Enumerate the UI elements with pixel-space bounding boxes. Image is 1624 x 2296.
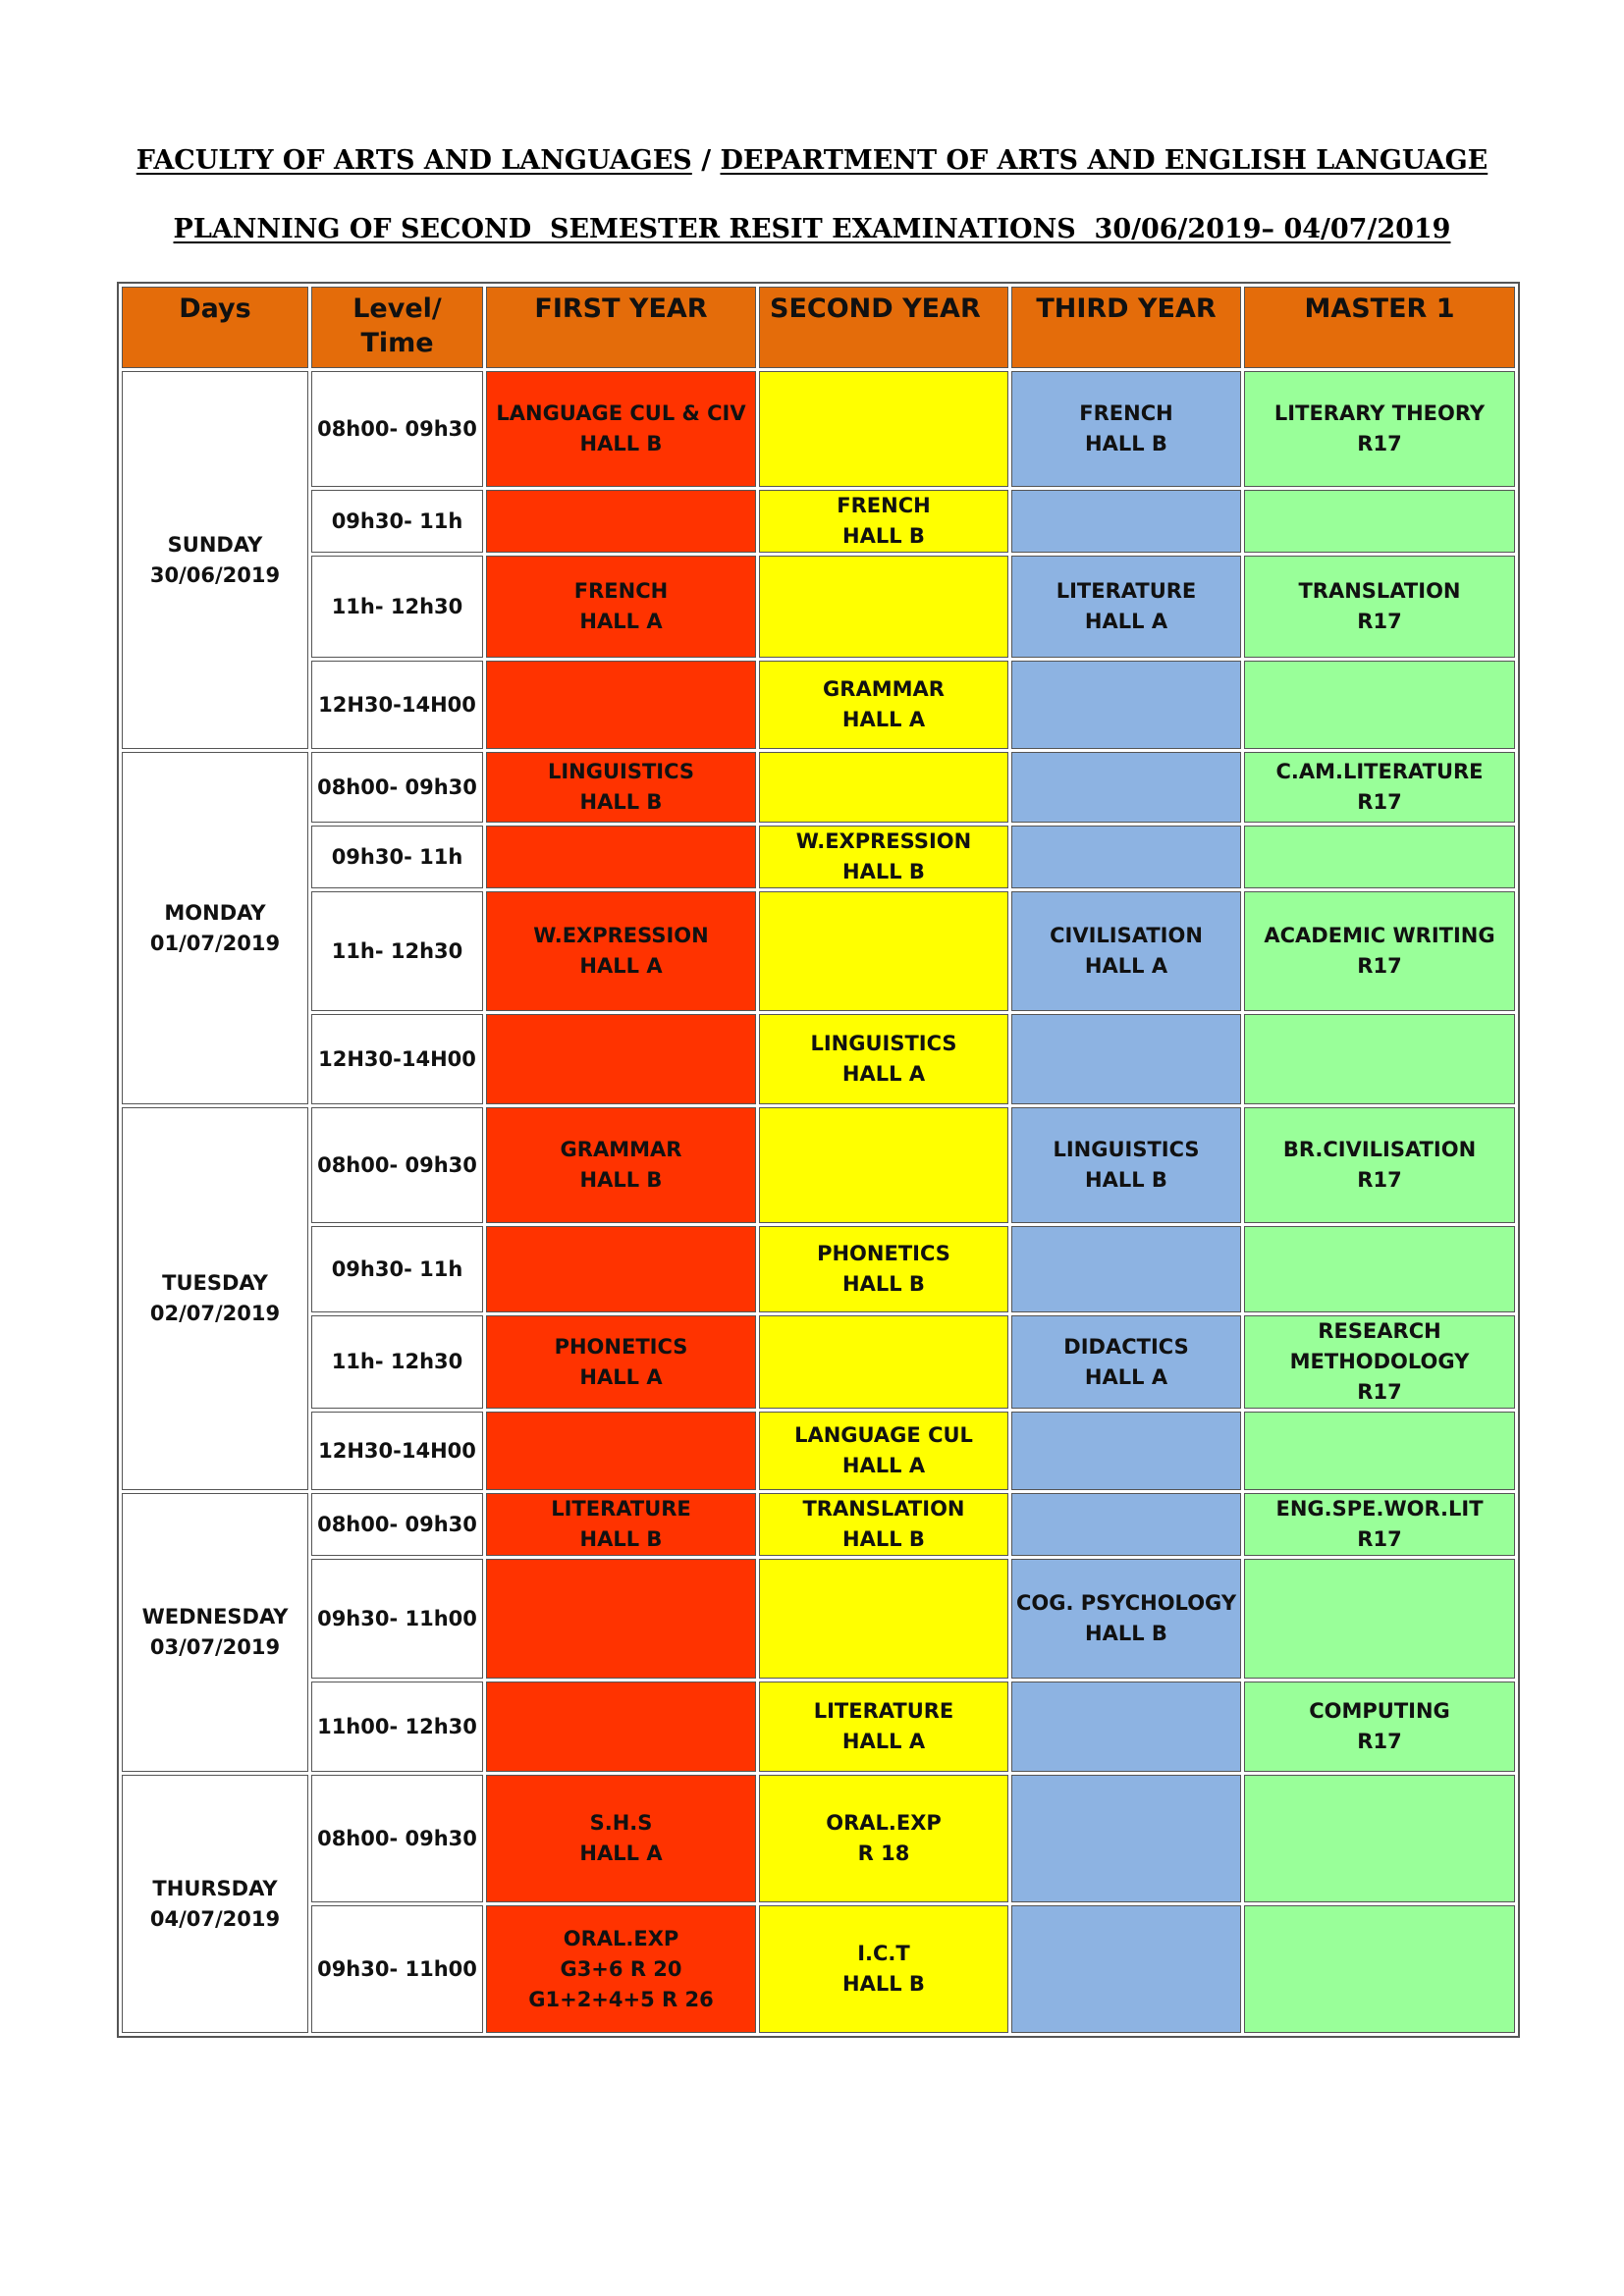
header-second-year: SECOND YEAR: [759, 287, 1008, 368]
time-slot: 11h- 12h30: [311, 891, 483, 1011]
exam-subject: LITERARY THEORY: [1273, 401, 1486, 425]
time-slot: 09h30- 11h: [311, 490, 483, 553]
second-year-exam-cell: [759, 1905, 1008, 2033]
exam-room: R 18: [857, 1842, 910, 1865]
master-1-exam-cell: [1244, 752, 1515, 823]
exam-room: HALL A: [579, 954, 663, 978]
day-date: 01/07/2019: [149, 931, 281, 955]
header-time: Time: [360, 328, 434, 358]
exam-subject: S.H.S: [589, 1811, 653, 1835]
exam-room: R17: [1357, 790, 1402, 814]
exam-subject: ORAL.EXP: [563, 1926, 679, 1950]
exam-room: HALL B: [842, 1272, 925, 1296]
third-year-exam-cell: [1011, 752, 1241, 823]
planning-title: [0, 214, 1624, 244]
master-1-exam-cell: [1244, 490, 1515, 553]
master-1-exam-cell: [1244, 371, 1515, 487]
time-slot: 08h00- 09h30: [311, 371, 483, 487]
schedule-row: [122, 490, 1515, 553]
third-year-exam-cell: [1011, 371, 1241, 487]
exam-subject: C.AM.LITERATURE: [1275, 760, 1484, 783]
master-1-exam-cell: [1244, 826, 1515, 888]
exam-room: HALL A: [1084, 954, 1168, 978]
exam-room: HALL A: [1084, 1364, 1168, 1389]
exam-room: HALL B: [842, 860, 925, 883]
day-cell: [122, 1493, 308, 1772]
exam-room: HALL A: [841, 1062, 926, 1086]
third-year-exam-cell: [1011, 661, 1241, 749]
exam-subject: I.C.T: [857, 1942, 910, 1965]
day-name: THURSDAY: [152, 1876, 278, 1900]
schedule-row: [122, 1682, 1515, 1772]
exam-subject: FRENCH: [837, 494, 931, 517]
time-slot: 11h- 12h30: [311, 556, 483, 658]
exam-subject: ACADEMIC WRITING: [1264, 924, 1495, 947]
time-slot: 08h00- 09h30: [311, 752, 483, 823]
schedule-row: [122, 661, 1515, 749]
day-cell: [122, 1107, 308, 1490]
exam-subject: GRAMMAR: [823, 677, 945, 701]
exam-room: HALL B: [1085, 1622, 1167, 1645]
time-slot: 09h30- 11h: [311, 826, 483, 888]
third-year-exam-cell: [1011, 1107, 1241, 1223]
exam-subject: LANGUAGE CUL & CIV: [496, 401, 746, 425]
day-name: TUESDAY: [162, 1271, 268, 1295]
exam-room: HALL A: [1084, 610, 1168, 633]
exam-room: R17: [1357, 1380, 1402, 1404]
master-1-exam-cell: [1244, 1682, 1515, 1772]
exam-room: HALL B: [579, 790, 663, 814]
exam-room: R17: [1357, 1730, 1402, 1753]
schedule-row: [122, 1412, 1515, 1490]
exam-room: HALL B: [842, 524, 925, 548]
third-year-exam-cell: [1011, 1014, 1241, 1104]
master-1-exam-cell: [1244, 661, 1515, 749]
schedule-row: [122, 1107, 1515, 1223]
second-year-exam-cell: [759, 826, 1008, 888]
first-year-exam-cell: [486, 556, 756, 658]
day-name: MONDAY: [164, 900, 266, 925]
first-year-exam-cell: [486, 1014, 756, 1104]
exam-room: HALL A: [841, 1730, 926, 1753]
master-1-exam-cell: [1244, 1315, 1515, 1409]
exam-room: R17: [1357, 610, 1402, 633]
second-year-exam-cell: [759, 1315, 1008, 1409]
time-slot: 11h- 12h30: [311, 1315, 483, 1409]
third-year-exam-cell: [1011, 1315, 1241, 1409]
exam-room: HALL B: [579, 1527, 663, 1551]
planning-title-text: PLANNING OF SECOND SEMESTER RESIT EXAMINATIONS 30/06/2019– 04/07/2019: [173, 214, 1451, 244]
master-1-exam-cell: [1244, 891, 1515, 1011]
exam-subject: LINGUISTICS: [547, 760, 695, 783]
exam-subject: ENG.SPE.WOR.LIT: [1275, 1497, 1484, 1521]
time-slot: 08h00- 09h30: [311, 1107, 483, 1223]
time-slot: 12H30-14H00: [311, 1014, 483, 1104]
faculty-department-title: [0, 145, 1624, 176]
exam-subject: LINGUISTICS: [810, 1032, 957, 1055]
schedule-row: [122, 1559, 1515, 1679]
master-1-exam-cell: [1244, 1107, 1515, 1223]
exam-room: R17: [1357, 1527, 1402, 1551]
second-year-exam-cell: [759, 1226, 1008, 1312]
exam-room: HALL B: [1085, 1168, 1167, 1192]
day-cell: [122, 371, 308, 749]
exam-room: METHODOLOGY: [1289, 1350, 1470, 1373]
second-year-exam-cell: [759, 752, 1008, 823]
exam-subject: LITERATURE: [551, 1497, 691, 1521]
first-year-exam-cell: [486, 1107, 756, 1223]
time-slot: 09h30- 11h00: [311, 1559, 483, 1679]
time-slot: 09h30- 11h00: [311, 1905, 483, 2033]
exam-subject: PHONETICS: [554, 1334, 688, 1359]
schedule-row: [122, 1014, 1515, 1104]
schedule-row: [122, 371, 1515, 487]
third-year-exam-cell: [1011, 1559, 1241, 1679]
exam-room: HALL A: [579, 1364, 663, 1389]
schedule-row: [122, 1226, 1515, 1312]
schedule-row: [122, 1315, 1515, 1409]
third-year-exam-cell: [1011, 1412, 1241, 1490]
second-year-exam-cell: [759, 1014, 1008, 1104]
exam-room: R17: [1357, 1168, 1402, 1192]
exam-subject: CIVILISATION: [1050, 924, 1203, 947]
exam-subject: W.EXPRESSION: [795, 829, 972, 853]
exam-subject: LINGUISTICS: [1053, 1138, 1200, 1161]
exam-subject: COG. PSYCHOLOGY: [1015, 1591, 1237, 1615]
exam-subject: RESEARCH: [1318, 1319, 1441, 1343]
day-name: SUNDAY: [167, 532, 263, 557]
second-year-exam-cell: [759, 1412, 1008, 1490]
third-year-exam-cell: [1011, 1905, 1241, 2033]
exam-room: R17: [1357, 432, 1402, 455]
exam-subject: DIDACTICS: [1063, 1334, 1189, 1359]
third-year-exam-cell: [1011, 556, 1241, 658]
third-year-exam-cell: [1011, 1493, 1241, 1556]
day-cell: [122, 1775, 308, 2033]
third-year-exam-cell: [1011, 1682, 1241, 1772]
header-days: Days: [122, 287, 308, 368]
first-year-exam-cell: [486, 1559, 756, 1679]
schedule-row: [122, 752, 1515, 823]
day-date: 02/07/2019: [149, 1302, 281, 1325]
exam-subject: COMPUTING: [1309, 1699, 1450, 1723]
second-year-exam-cell: [759, 556, 1008, 658]
schedule-row: [122, 1493, 1515, 1556]
exam-room: HALL B: [579, 432, 663, 455]
second-year-exam-cell: [759, 1107, 1008, 1223]
second-year-exam-cell: [759, 1559, 1008, 1679]
second-year-exam-cell: [759, 1493, 1008, 1556]
first-year-exam-cell: [486, 1905, 756, 2033]
schedule-row: [122, 1775, 1515, 1902]
exam-subject: LITERATURE: [813, 1699, 954, 1723]
master-1-exam-cell: [1244, 556, 1515, 658]
first-year-exam-cell: [486, 490, 756, 553]
header-row: [122, 287, 1515, 368]
third-year-exam-cell: [1011, 826, 1241, 888]
first-year-exam-cell: [486, 1412, 756, 1490]
exam-subject: W.EXPRESSION: [533, 924, 709, 947]
schedule-row: [122, 891, 1515, 1011]
schedule-row: [122, 826, 1515, 888]
exam-room: R17: [1357, 954, 1402, 978]
exam-room: HALL A: [579, 1842, 663, 1865]
exam-subject: FRENCH: [1079, 401, 1173, 425]
first-year-exam-cell: [486, 826, 756, 888]
first-year-exam-cell: [486, 1682, 756, 1772]
second-year-exam-cell: [759, 1775, 1008, 1902]
schedule-row: [122, 1905, 1515, 2033]
schedule-row: [122, 556, 1515, 658]
exam-room: HALL B: [1085, 432, 1167, 455]
time-slot: 08h00- 09h30: [311, 1775, 483, 1902]
second-year-exam-cell: [759, 490, 1008, 553]
time-slot: 11h00- 12h30: [311, 1682, 483, 1772]
exam-subject: TRANSLATION: [1298, 579, 1461, 603]
third-year-exam-cell: [1011, 490, 1241, 553]
master-1-exam-cell: [1244, 1905, 1515, 2033]
exam-schedule-table: [117, 282, 1520, 2038]
exam-room: HALL A: [841, 1454, 926, 1477]
exam-room: HALL B: [842, 1527, 925, 1551]
day-cell: [122, 752, 308, 1104]
header-level-time: [311, 287, 483, 368]
time-slot: 08h00- 09h30: [311, 1493, 483, 1556]
master-1-exam-cell: [1244, 1014, 1515, 1104]
master-1-exam-cell: [1244, 1775, 1515, 1902]
first-year-exam-cell: [486, 752, 756, 823]
master-1-exam-cell: [1244, 1559, 1515, 1679]
exam-subject: ORAL.EXP: [826, 1811, 942, 1835]
first-year-exam-cell: [486, 1775, 756, 1902]
exam-room: G1+2+4+5 R 26: [528, 1987, 714, 2011]
department-name: DEPARTMENT OF ARTS AND ENGLISH LANGUAGE: [720, 145, 1489, 176]
first-year-exam-cell: [486, 891, 756, 1011]
third-year-exam-cell: [1011, 1226, 1241, 1312]
first-year-exam-cell: [486, 1226, 756, 1312]
time-slot: 12H30-14H00: [311, 661, 483, 749]
header-master-1: MASTER 1: [1244, 287, 1515, 368]
exam-subject: LANGUAGE CUL: [794, 1423, 973, 1447]
day-date: 30/06/2019: [149, 562, 281, 587]
first-year-exam-cell: [486, 371, 756, 487]
exam-room: HALL A: [841, 708, 926, 731]
faculty-name: FACULTY OF ARTS AND LANGUAGES: [135, 145, 692, 176]
time-slot: 12H30-14H00: [311, 1412, 483, 1490]
time-slot: 09h30- 11h: [311, 1226, 483, 1312]
second-year-exam-cell: [759, 371, 1008, 487]
master-1-exam-cell: [1244, 1226, 1515, 1312]
first-year-exam-cell: [486, 1493, 756, 1556]
first-year-exam-cell: [486, 661, 756, 749]
header-third-year: THIRD YEAR: [1011, 287, 1241, 368]
second-year-exam-cell: [759, 891, 1008, 1011]
title-separator: /: [701, 145, 712, 176]
exam-subject: LITERATURE: [1056, 579, 1197, 603]
day-date: 03/07/2019: [149, 1635, 281, 1659]
exam-subject: PHONETICS: [817, 1242, 950, 1265]
third-year-exam-cell: [1011, 1775, 1241, 1902]
master-1-exam-cell: [1244, 1493, 1515, 1556]
second-year-exam-cell: [759, 1682, 1008, 1772]
exam-room: G3+6 R 20: [560, 1956, 682, 1981]
third-year-exam-cell: [1011, 891, 1241, 1011]
header-level: Level/: [352, 294, 442, 324]
exam-subject: GRAMMAR: [560, 1138, 682, 1161]
exam-room: HALL B: [842, 1972, 925, 1996]
day-date: 04/07/2019: [149, 1906, 281, 1931]
exam-subject: FRENCH: [573, 579, 669, 603]
exam-subject: TRANSLATION: [802, 1497, 965, 1521]
first-year-exam-cell: [486, 1315, 756, 1409]
exam-room: HALL A: [579, 610, 663, 633]
exam-subject: BR.CIVILISATION: [1282, 1138, 1477, 1161]
master-1-exam-cell: [1244, 1412, 1515, 1490]
second-year-exam-cell: [759, 661, 1008, 749]
day-name: WEDNESDAY: [141, 1605, 289, 1629]
header-first-year: FIRST YEAR: [486, 287, 756, 368]
exam-room: HALL B: [579, 1168, 663, 1192]
